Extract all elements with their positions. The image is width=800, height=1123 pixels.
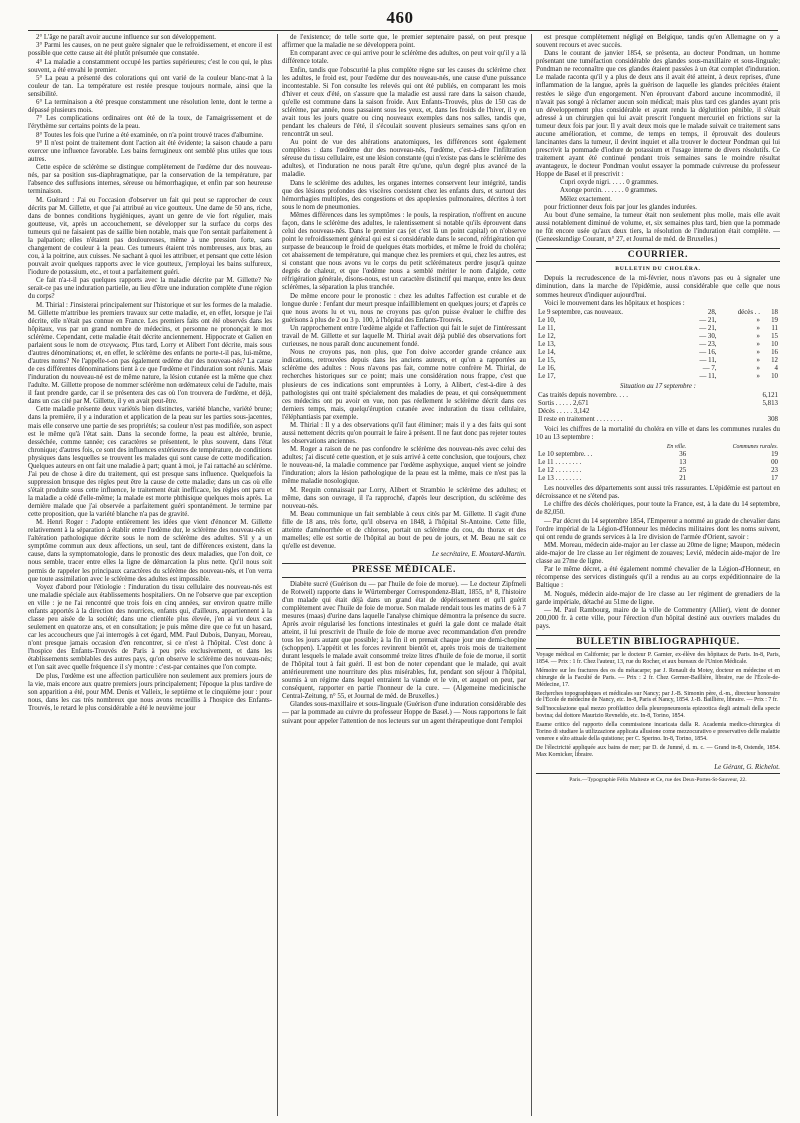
table-cell: 6,121 — [762, 391, 778, 399]
paragraph: Nous ne croyons pas, non plus, que l'on doive accorder grande créance aux indications, retrouvées depuis dans les anciens auteurs, et qu'on a rapportées au sclérème des adultes : Nous n'avons pas fait, comme notre confrère M. Thirial, de recherches historiques sur ce point; mais une considération nous frappe, c'est que plusieurs de ces indications sont empruntées à Lorry, à Alibert, c'est-à-dire à des pathologistes qui ont traité spécialement des maladies de peau, et qui conséquemment ces médecins ont pu avoir en vue, non pas réellement le sclérème décrit dans ces derniers temps, mais, quelqu'éruption cutanée avec induration du tissu cellulaire, l'éléphantiasis par exemple. — [282, 349, 526, 421]
table-cell: — 11, — [699, 356, 717, 364]
bulletin-cholera-heading: BULLETIN DU CHOLÉRA. — [615, 266, 701, 273]
paragraph: Cupri oxyde nigri. . . . . 0 grammes. — [560, 179, 659, 187]
table-cell: Le 9 septembre, cas nouveaux. — [538, 308, 623, 316]
table-cell: 308 — [767, 415, 778, 423]
paragraph: De même encore pour le pronostic : chez les adultes l'affection est curable et de longue durée : l'enfant dur meurt presque infailliblement en quelques jours; et d'après ce que nous avons lu et vu, nous ne croyons pas qu'on puisse évaluer le chiffre des guérisons à plus de 2 ou 3 p. 100, à l'hôpital des Enfants-Trouvés. — [282, 292, 526, 324]
paragraph: — Par décret du 14 septembre 1854, l'Empereur a nommé au grade de chevalier dans l'ordre impérial de la Légion-d'Honneur les médecins militaires dont les noms suivent, qui ont rendu de grands services à la 1re division de l'armée d'Orient, savoir : — [536, 517, 780, 541]
column-divider — [531, 34, 532, 1116]
paragraph: 5° La peau a présenté des colorations qui ont varié de la couleur blanc-mat à la couleur de tan. La température est restée presque toujours normale, ainsi que la sensibilité. — [28, 74, 272, 98]
column-right-text-b — [536, 204, 780, 244]
table-row — [536, 309, 780, 317]
paragraph: — M. Paul Rambourg, maire de la ville de Commentry (Allier), vient de donner 200,000 fr. à cette ville, pour l'érection d'un hôpital destiné aux ouvriers malades du pays. — [536, 606, 780, 630]
table-cell: Le 14, — [538, 348, 556, 356]
table-cell: Le 17, — [538, 372, 556, 380]
table-row — [536, 475, 780, 483]
table-cell: » — [756, 364, 760, 372]
table-cell: 4 — [774, 364, 778, 372]
paragraph: est presque complètement négligé en Belgique, tandis qu'en Allemagne on y a souvent recours et avec succès. — [536, 34, 780, 50]
table-cell: Sortis . . . . . 2,671 — [538, 399, 589, 407]
table-row — [536, 349, 780, 357]
situation-heading: Situation au 17 septembre : — [620, 382, 696, 390]
table-cell: 5,813 — [762, 399, 778, 407]
table-row — [536, 467, 780, 475]
paragraph: M. Thirial : J'insisterai principalement sur l'historique et sur les formes de la maladie. M. Gillette m'attribue les premiers travaux sur cette maladie, et, en effet, lorsque je l'ai décrite, elle n'était pas connue en France. Les premiers faits ont été observés dans les hôpitaux, vus par un grand nombre de médecins, et personne ne prononçait le mot sclérème. Cependant, cette maladie était décrite anciennement. Hippocrate et Galien en parlaient sous le nom de στεγνωσις. Plus tard, Lorry et Alibert l'ont décrite, mais sous d'autres dénominations; et, en effet, le sclérème des enfants ne porte-t-il pas, lui-même, d'autres noms? Ne l'appelle-t-on pas également œdème dur des nouveau-nés? La cause de ces différentes dénominations tient à ce que l'œdème et l'induration sont réunis. Mais l'induration du nouveau-né est de même nature, la lésion cutanée est la même que chez l'adulte. M. Gillette propose de nommer sclérème non œdémateux celui de l'adulte, mais il faut prendre garde, car il se présentera des cas où l'on trouvera de l'œdème, et déjà, dans un cas cité par M. Gillette, il y en avait peut-être. — [28, 301, 272, 406]
column-right — [536, 34, 780, 1119]
table-cell: » — [756, 356, 760, 364]
column-left-text — [28, 34, 272, 713]
paragraph: Dans le sclérème des adultes, les organes internes conservent leur intégrité, tandis que des lésions profondes des viscères coexistent chez les enfants durs, et surtout des hémorrhagies multiples, des congestions et des apoplexies pulmonaires, décrites à tort sous le nom de pneumonies. — [282, 179, 526, 211]
paragraph: Dans le courant de janvier 1854, se présenta, au docteur Pondman, un homme présentant une tuméfaction considérable des glandes sous-maxillaire et sous-linguale; Pondman ne reconnaître que ces glandes étaient passées à un état complet d'induration. Le malade raconta qu'il y a plus de deux ans il avait été atteint, à deux reprises, d'une inflammation de la langue, après la guérison de laquelle les glandes précitées étaient restées le siège d'un engorgement. N'en éprouvant d'abord aucune incommodité, il n'avait pas songé à réclamer aucun soin médical; mais plus tard ces glandes ayant pris un développement plus considérable et ayant rendu la déglutition pénible, il s'était adressé à un chirurgien qui lui avait prescrit l'onguent mercuriel en frictions sur la tumeur deux fois par jour. Il y avait deux mois que le malade suivait ce traitement sans aucune amélioration, et comme, de temps en temps, il éprouvait des douleurs lancinantes dans la tumeur, il devint inquiet et alla trouver le docteur Pondman qui lui prescrivit la pommade d'iodure de potassium et l'usage interne de divers résolutifs. Ce traitement ayant été continué pendant trois semaines sans le moindre résultat avantageux, le docteur Pondman voulut essayer la pommade cuivreuse du professeur Hoppe de Basel et il prescrivit : — [536, 50, 780, 178]
bibliography-list — [536, 652, 780, 759]
table-cell: — 11, — [699, 372, 717, 380]
table-cell: Le 11 . . . . . . . . — [538, 458, 582, 466]
table-header-cell: En ville. — [666, 443, 687, 450]
table-cell: » — [756, 372, 760, 380]
cholera-daily-table — [536, 309, 780, 381]
paragraph: Mémoire sur les fractures des os du métacarpe; par J. Renault du Motey, docteur en médecine et en chirurgie de la Faculté de Paris. — Prix : 2 fr. Chez Germer-Baillière, libraire, rue de l'École-de-Médecine, 17. — [536, 667, 780, 688]
table-cell: 10 — [771, 372, 778, 380]
table-cell: Le 10 septembre. . . — [538, 450, 593, 458]
table-row — [536, 408, 780, 416]
table-cell: — 30, — [699, 332, 717, 340]
header-rule — [28, 30, 778, 31]
paragraph: M. Guérard : J'ai eu l'occasion d'observer un fait qui peut se rapprocher de ceux décrits par M. Gillette, et que j'ai attribué au vice goutteux. Une dame de 50 ans, riche, dans de bonnes conditions hygiéniques, ayant un genre de vie fort régulier, mais goutteuse, vit, après un accouchement, se développer sur la surface du corps des tumeurs qui ne faisaient pas de saillie bien notable, mais que l'on sentait parfaitement à la palpation; elles n'étaient pas douloureuses, même à une pression forte, sans changement de couleur à la peau. Ces tumeurs étaient très nombreuses, aux bras, au cou, à la poitrine, aux cuisses. Ne sachant à quoi les attribuer, et pensant que cette lésion pouvait avoir quelques rapports avec le vice goutteux, j'employai les bains sulfureux, l'iodure de potassium, etc., et tout a parfaitement guéri. — [28, 196, 272, 277]
table-cell: — 16, — [699, 348, 717, 356]
table-cell: Le 10, — [538, 316, 556, 324]
table-cell: Le 12 . . . . . . . . — [538, 466, 582, 474]
column-middle-text — [282, 34, 526, 551]
table-cell: 18 — [771, 308, 778, 316]
table-cell: — 21, — [699, 316, 717, 324]
paragraph: Les nouvelles des départements sont aussi très rassurantes. L'épidémie est partout en décroissance et ne s'étend pas. — [536, 484, 780, 500]
column-left — [28, 34, 272, 1119]
table-row — [536, 373, 780, 381]
paragraph: M. Requin connaissait par Lorry, Alibert et Strambio le sclérème des adultes; et même, dans son ouvrage, il l'a rapproché, d'après leur description, du sclérème des nouveau-nés. — [282, 486, 526, 510]
table-row — [536, 459, 780, 467]
paragraph: Cette maladie présente deux variétés bien distinctes, variété blanche, variété brune; dans la première, il y a induration et application de la peau sur les parties sous-jacentes, mais elle conserve une partie de ses propriétés; sa couleur n'est pas modifiée, son aspect est le même qu'à l'état sain. Dans la seconde forme, la peau est altérée, brunie, desséchée, comme tannée; ces caractères se présentent, le plus souvent, dans l'état chronique; d'autres fois, ce sont des influences extérieures de température, de conditions physiques dans lesquelles se trouvent les malades qui sont cause de cette modification. Quelques auteurs en ont fait une maladie à part; quant à moi, je l'ai rattaché au sclérème. J'ai peu de chose à dire du traitement, qui est presque sans influence. Quelquefois la suppression brusque des règles peut être la cause de cette maladie; dans un cas où elle s'était produite sous cette influence, le traitement était inefficace, les règles ont paru et la maladie a cédé d'elle-même; la malade est morte phthisique quelques mois après. La dernière malade que j'ai observée a parfaitement guéri spontanément. Je termine par cette proposition, que la variété blanche n'a pas de gravité. — [28, 406, 272, 519]
table-row — [536, 416, 780, 424]
table-cell: 36 — [679, 450, 687, 458]
paragraph: 2° L'âge ne paraît avoir aucune influence sur son développement. — [36, 34, 217, 41]
column-right-text-a — [536, 34, 780, 179]
cholera-situation-table — [536, 392, 780, 424]
table-cell: Le 15, — [538, 356, 556, 364]
table-cell: 12 — [771, 356, 778, 364]
paragraph: Le chiffre des décès cholériques, pour toute la France, est, à la date du 14 septembre, de 82,050. — [536, 501, 780, 517]
paragraph: Recherches topographiques et médicales sur Nancy; par J.-B. Simonin père, d.-m., directeur honoraire de l'École de médecine de Nancy, etc. In-8, Paris et Nancy, 1854. J.-B. Baillière, libraire. — Prix : 7 fr. — [536, 690, 780, 704]
table-row — [536, 365, 780, 373]
paragraph: De l'électricité appliquée aux bains de mer; par D. de Jumné, d. m. c. — Grand in-8, Ostende, 1854. Max Kornicker, libraire. — [536, 744, 780, 758]
bulletin-bibliographique-heading: BULLETIN BIBLIOGRAPHIQUE. — [536, 635, 780, 649]
table-row — [536, 357, 780, 365]
table-cell: » — [756, 340, 760, 348]
paragraph: Voyez d'abord pour l'étiologie : l'induration du tissu cellulaire des nouveau-nés est une maladie spéciale aux établissements hospitaliers. On ne l'observe que par exception en ville : je ne l'ai rencontré que trois fois en cinq années, sur environ quatre mille enfants apportés à la direction des nourrices, enfants qui, d'ailleurs, appartiennent à la classe peu aisée de la société; dans une clientèle plus élevée, j'en ai vu deux cas seulement en quatorze ans, et en consultation; je puis même dire que ce fut un hasard, car les accoucheurs que j'ai interrogés à cet égard, MM. Paul Dubois, Danyau, Moreau, n'ont presque jamais occasion d'en rencontrer, si ce n'est à l'hôpital. C'est donc à l'hospice des Enfants-Trouvés de Paris à peu près exclusivement, et dans les établissements semblables des autres pays, qu'on observe le sclérème des nouveau-nés; et l'on sait avec quelle fréquence il s'y montre : c'est-par centaines que l'on compte. — [28, 583, 272, 672]
table-row — [536, 451, 780, 459]
paragraph: Sull'inoculazione qual mezzo profilattico della pleuropneumonia epizootica degli animali della specie bovina; dal dottore Maurizio Revneldo, etc. In-8, Torino, 1854. — [536, 706, 780, 720]
paragraph: Glandes sous-maxillaire et sous-linguale (Guérison d'une induration considérable des — par la pommade au cuivre du professeur Hoppe de Basel.) — Nous rapportons le fait suivant pour appeler l'attention de nos lecteurs sur un agent thérapeutique dont l'emploi — [282, 701, 526, 725]
table-intro: Voici le mouvement dans les hôpitaux et hospices : — [544, 299, 685, 307]
prescription-block — [536, 179, 780, 204]
table-cell: — 7, — [702, 364, 717, 372]
table-cell: Le 13 . . . . . . . . — [538, 474, 582, 482]
paragraph: Un rapprochement entre l'œdème algide et l'affection qui fait le sujet de l'intéressant travail de M. Gillette et sur laquelle M. Thirial avait déjà publié des observations fort curieuses, ne nous paraît donc aucunement fondé. — [282, 325, 526, 349]
table-cell: Décès . . . . . 3,142 — [538, 407, 590, 415]
table-cell: 23 — [771, 466, 778, 474]
table-row — [536, 341, 780, 349]
cholera-mortality-table — [536, 443, 780, 483]
paragraph: Axonge porcin. . . . . . . 0 grammes. — [560, 187, 658, 195]
table-cell: 17 — [771, 474, 778, 482]
column-right-text-c — [536, 485, 780, 631]
table-row — [536, 317, 780, 325]
table-header-row — [536, 443, 780, 451]
table-cell: 11 — [771, 324, 778, 332]
table-cell: 10 — [771, 340, 778, 348]
paragraph: Par le même décret, a été également nommé chevalier de la Légion-d'Honneur, en récompense des services distingués qu'il a rendus au au corps expéditionnaire de la Baltique : — [536, 566, 780, 590]
table-cell: » — [756, 316, 760, 324]
presse-medicale-heading: PRESSE MÉDICALE. — [282, 563, 526, 577]
paragraph: pour frictionner deux fois par jour les glandes indurées. — [544, 203, 697, 211]
paragraph: Cette espèce de sclérème se distingue complètement de l'œdème dur des nouveau-nés, par sa position sus-diaphragmatique, par la conservation de la température, par l'absence des suffusions internes, séreuse ou hémorrhagique, et enfin par son heureuse terminaison. — [28, 164, 272, 196]
mortality-intro: Voici les chiffres de la mortalité du choléra en ville et dans les communes rurales du 10 au 13 septembre : — [536, 425, 780, 441]
column-middle — [282, 34, 526, 1119]
table-cell: Le 12, — [538, 332, 556, 340]
presse-medicale-text — [282, 581, 526, 726]
table-cell: 21 — [679, 474, 687, 482]
table-cell: » — [756, 348, 760, 356]
table-cell: décès . . — [737, 308, 760, 316]
table-header-cell — [536, 443, 645, 451]
paragraph: de l'existence; de telle sorte que, le premier septenaire passé, on peut presque affirmer que la maladie ne se développera point. — [282, 34, 526, 50]
table-cell: » — [756, 324, 760, 332]
paragraph: 6° La terminaison a été presque constamment une résolution lente, dont le terme a dépassé plusieurs mois. — [28, 99, 272, 115]
paragraph: 8° Toutes les fois que l'urine a été examinée, on n'a point trouvé traces d'albumine. — [36, 131, 264, 139]
table-row — [536, 392, 780, 400]
table-cell: 16 — [771, 348, 778, 356]
paragraph: MM. Moreau, médecin aide-major au 1er classe au 20me de ligne; Maupon, médecin aide-major de 1re classe au 1er régiment de zouaves; Levié, médecin aide-major de 1re classe au 27me de ligne. — [536, 541, 780, 565]
courrier-heading: COURRIER. — [536, 248, 780, 262]
printer-imprint: Paris.—Typographie Félix Malteste et Ce, rue des Deux-Portes-St-Sauveur, 22. — [536, 773, 780, 784]
table-cell: 25 — [679, 466, 687, 474]
table-cell: 15 — [771, 332, 778, 340]
table-row — [536, 400, 780, 408]
paragraph: 9° Il n'est point de traitement dont l'action ait été évidente; la saison chaude a paru exercer une influence favorable. Les bains ferrugineux ont semblé plus utiles que tous autres. — [28, 139, 272, 164]
paragraph: M. Thirial : Il y a des observations qu'il faut éliminer; mais il y a des faits qui sont aussi nettement décrits qu'on pourrait le faire à présent. Il ne faut donc pas rejeter toutes les observations anciennes. — [282, 421, 526, 446]
paragraph: Ce fait n'a-t-il pas quelques rapports avec la maladie décrite par M. Gillette? Ne serait-ce pas une induration partielle, au lieu d'être une induration complète d'une région du corps? — [28, 277, 272, 301]
paragraph: Esame critico del rapporto della commissione incaricata dalla R. Academia medico-chirurgica di Torino di studiare la utilizzazione applicata allusione come mezzocurativo e preservativo delle malattie veneree e sûto attuale della quistione; per C. Sperino. In-8, Torino, 1854. — [536, 722, 780, 742]
table-cell: » — [756, 332, 760, 340]
paragraph: Diabète sucré (Guérison du — par l'huile de foie de morue). — Le docteur Zipfmeli de Rotweil) rapporte dans le Würtemberger Correspondenz-Blatt, 1855, n° 8, l'histoire d'un malade qui était déjà dans un grand état de dépérissement et qu'il guérit complètement avec l'huile de foie de morue. Son malade rendait tous les matins de 6 à 7 mesures (maas) d'urine dans laquelle l'analyse chimique démontra la présence du sucre. Après avoir régularisé les fonctions intestinales et guéri la gale dont ce malade était atteint, il lui prescrivit de l'huile de foie de morue avec recommandation d'en prendre tous les jours autant que possible; à la fin il en prenait chaque jour une demi-chopine (schoppen). L'appétit et les forces revinrent bientôt et, après trois mois de traitement durant lesquels le malade avait consommé treize litres d'huile de foie de morue, il sortit de l'hôpital tout à fait guéri. Il est bon de noter cependant que le malade, qui avait antérieurement une nourriture des plus misérables, fut, pendant son séjour à l'hôpital, soumis à un régime dans lequel entraient la viande et le vin, et auquel on peut, par conséquent, rapporter en partie l'honneur de la cure. — (Algemeine medicinische Central-Zeitung, n° 55, et Journal de méd. de Bruxelles.) — [282, 580, 526, 701]
paragraph: M. Beau communique un fait semblable à ceux cités par M. Gillette. Il s'agit d'une fille de 18 ans, très forte, qu'il observa en 1848, à l'hôpital St-Antoine. Cette fille, atteinte d'aménorrhée et de chlorose, portait un sclérème du cou, du thorax et des mamelles; elle est sortie de l'hôpital au bout de peu de jours, et M. Beau ne sait ce qu'elle est devenue. — [282, 511, 526, 551]
table-cell: 00 — [771, 458, 778, 466]
paragraph: De plus, l'œdème est une affection particulière non seulement aux premiers jours de la vie, mais encore aux quatre premiers jours principalement; l'époque la plus tardive de son apparition a été, pour MM. Denis et Valleix, le septième et le cinquième jour : pour nous, dans les cas très nombreux que nous avons recueillis à l'hospice des Enfants-Trouvés, le retard le plus considérable a été le neuvième jour — [28, 672, 272, 712]
table-cell: Le 13, — [538, 340, 556, 348]
paragraph: Mêmes différences dans les symptômes : le pouls, la respiration, n'offrent en aucune façon, dans le sclérème des adultes, le ralentissement si notable qu'ils éprouvent dans celui des nouveau-nés. Dans le premier cas (et c'est là un point capital) on n'observe point le refroidissement général qui est si considérable dans le second, réfrigération qui surpasse de beaucoup le froid de quelques états morbides, et même le froid du choléra; cet abaissement de température, qui manque chez les premiers et qui, chez les autres, est si constant que nous avons vu le corps du petit sclérémateux perdre jusqu'à quinze degrés de chaleur, et que l'œdème nous a semblé mériter le nom d'algide, cette réfrigération générale, disons-nous, est un caractère distinctif qui marque, entre les deux sclérèmes, la séparation la plus tranchée. — [282, 211, 526, 292]
paragraph: M. Nogués, médecin aide-major de 1re classe au 1er régiment de grenadiers de la garde impériale, détaché au 51me de ligne. — [536, 590, 780, 606]
table-cell: 19 — [771, 450, 778, 458]
paragraph: Enfin, tandis que l'obscurité la plus complète règne sur les causes du sclérème chez les adultes, le froid est, pour l'œdème dur des nouveau-nés, une cause d'une puissance incontestable. Si l'on consulte les relevés qui ont été publiés, en comparant les mois d'hiver et ceux d'été, on s'assure que la maladie est aussi rare dans la saison chaude, qu'elle est commune dans la saison froide. Aux Enfants-Trouvés, plus de 150 cas de sclérème, par année, nous passaient sous les yeux, et, dans les froids de l'hiver, il y en avait tous les jours quatre ou cinq nouveaux exemples dans nos salles, tandis que, pendant les chaleurs de l'été, il s'écoulait souvent plusieurs semaines sans qu'on en rencontrât un seul. — [282, 66, 526, 138]
table-cell: 28, — [707, 308, 717, 316]
column-divider — [277, 34, 278, 1116]
paragraph: 3° Parmi les causes, on ne peut guère signaler que le refroidissement, et encore il est possible que cette cause ait été plutôt présumée que constatée. — [28, 42, 272, 58]
table-row — [536, 333, 780, 341]
paragraph: M. Roger a raison de ne pas confondre le sclérème des nouveau-nés avec celui des adultes; j'ai discuté cette question, et je suis arrivé à cette conclusion, que toujours, chez le nouveau-né, la maladie commence par l'œdème asphyxique, auquel vient se joindre l'induration; alors la lésion pathologique de la peau est la même, mais ce n'est pas la même maladie nosologique. — [282, 446, 526, 486]
page-number: 460 — [386, 8, 414, 27]
table-cell: Cas traités depuis novembre. . . . — [538, 391, 628, 399]
paragraph: Voyage médical en Californie; par le docteur P. Garnier, ex-élève des hôpitaux de Paris. In-8, Paris, 1854. — Prix : 1 fr. Chez l'auteur, 13, rue du Rocher, et aux bureaux de l'Union Médicale. — [536, 651, 780, 665]
gerant-signature: Le Gérant, G. Richelot. — [714, 762, 780, 771]
paragraph: M. Henri Roger : J'adopte entièrement les idées que vient d'énoncer M. Gillette relativement à la séparation à établir entre l'œdème dur, le sclérème des nouveau-nés et l'altération pathologique décrite sous le nom de sclérème des adultes. S'il y a un symptôme commun aux deux affections, un seul, tant de différences existent, dans la cause, dans la symptomatologie, dans le pronostic des deux maladies, que l'on doit, ce nous semble, tracer entre elles la ligne de démarcation la plus nette. Qu'il nous soit permis de rappeler les principaux caractères du sclérème des nouveau-nés, et l'on verra que toute assimilation avec le sclérème des adultes est impossible. — [28, 519, 272, 583]
paragraph: Au point de vue des altérations anatomiques, les différences sont également complètes : dans l'œdème dur des nouveau-nés, l'œdème, c'est-à-dire l'infiltration séreuse du tissu cellulaire, est une lésion constante (qui n'existe pas dans le sclérème des adultes), et l'induration ne nous paraît être qu'une, qu'un degré plus avancé de la maladie. — [282, 139, 526, 179]
table-cell: Le 16, — [538, 364, 556, 372]
table-cell — [738, 408, 780, 416]
paragraph: 7° Les complications ordinaires ont été de la toux, de l'amaigrissement et de l'érythème sur certains points de la peau. — [28, 115, 272, 131]
courrier-intro: Depuis la recrudescence de la mi-février, nous n'avons pas eu à signaler une diminution, dans la marche de l'épidémie, aussi considérable que celle que nous sommes heureux d'indiquer aujourd'hui. — [536, 275, 780, 299]
paragraph: Au bout d'une semaine, la tumeur était non seulement plus molle, mais elle avait aussi notablement diminué de volume, et, six semaines plus tard, bien que la pommade ne fût encore usée qu'aux deux tiers, la résolution de l'induration était complète. — (Geneeskundige Courant, n° 27, et Journal de méd. de Bruxelles.) — [536, 212, 780, 244]
paragraph: Mêlez exactement. — [560, 195, 613, 203]
table-row — [536, 325, 780, 333]
table-cell: Le 11, — [538, 324, 556, 332]
table-header-cell: Communes rurales. — [732, 443, 778, 450]
paragraph: 4° La maladie a constamment occupé les parties supérieures; c'est le cou qui, le plus souvent, a été envahi le premier. — [28, 58, 272, 74]
table-cell: 19 — [771, 316, 778, 324]
table-cell: Il reste en traitement . . . . . . . . — [538, 415, 623, 423]
table-cell: — 21, — [699, 324, 717, 332]
table-cell: — 23, — [699, 340, 717, 348]
table-cell: 13 — [679, 458, 687, 466]
paragraph: En comparant avec ce qui arrive pour le sclérème des adultes, on peut voir qu'il y a là différence totale. — [282, 50, 526, 66]
secretary-signature: Le secrétaire, E. Moutard-Martin. — [431, 551, 526, 559]
